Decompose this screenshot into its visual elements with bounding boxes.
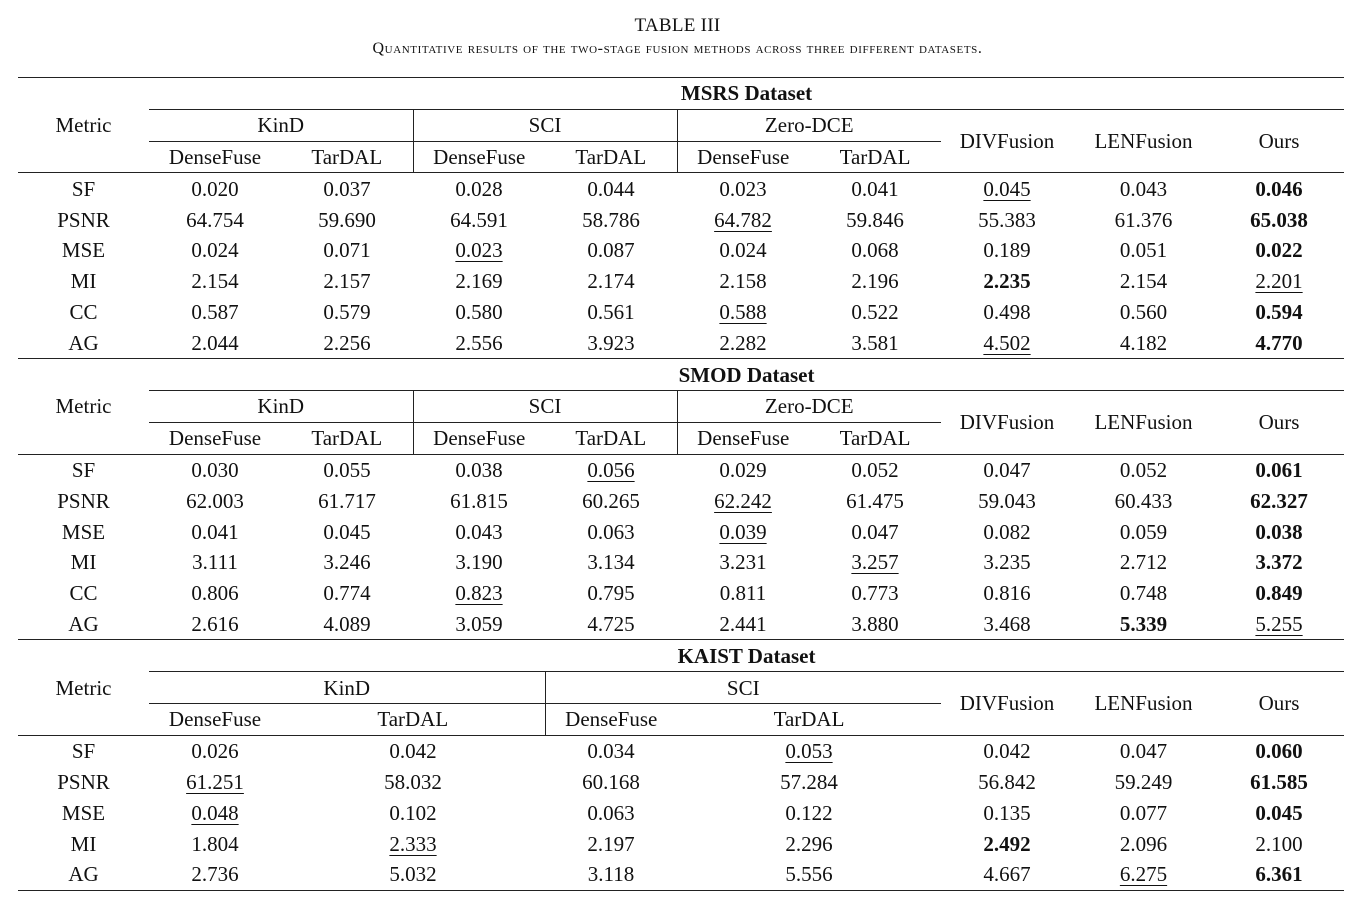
table-row xyxy=(18,327,1344,358)
group-header-zerodce: Zero-DCE xyxy=(677,109,941,141)
metric-label: CC xyxy=(69,581,98,606)
value-second-best: 0.048 xyxy=(191,800,239,825)
value-cell: 3.111 xyxy=(192,550,238,575)
value-cell: 55.383 xyxy=(978,207,1036,232)
value-cell: 0.052 xyxy=(1073,454,1214,485)
value-cell: 2.616 xyxy=(191,611,239,636)
value-cell: 3.059 xyxy=(455,611,503,636)
value-cell: 0.816 xyxy=(983,581,1031,606)
table-row xyxy=(18,235,1344,266)
value-cell: 56.842 xyxy=(978,769,1036,794)
value-cell: 0.024 xyxy=(191,238,239,263)
value-best: 2.235 xyxy=(983,269,1031,294)
table-title-block xyxy=(0,14,1355,60)
metric-label: MSE xyxy=(61,519,106,544)
value-cell: 0.042 xyxy=(281,735,545,766)
value-cell: 2.256 xyxy=(323,330,371,355)
value-cell: 0.806 xyxy=(191,581,239,606)
value-cell: 64.754 xyxy=(186,207,244,232)
value-second-best: 6.275 xyxy=(1119,862,1168,887)
value-second-best: 4.502 xyxy=(983,330,1031,355)
value-second-best: 2.201 xyxy=(1255,269,1303,294)
value-cell: 0.052 xyxy=(809,454,941,485)
value-cell: 3.118 xyxy=(545,859,677,890)
metric-header: Metric xyxy=(18,78,149,173)
value-second-best: 0.053 xyxy=(785,739,833,764)
value-cell: 0.041 xyxy=(191,519,239,544)
value-cell: 0.498 xyxy=(983,299,1031,324)
value-cell: 0.068 xyxy=(851,238,899,263)
table-row xyxy=(18,266,1344,297)
value-cell: 0.580 xyxy=(455,299,503,324)
value-cell xyxy=(941,327,1073,358)
dataset-row xyxy=(18,78,1344,110)
value-cell: 60.265 xyxy=(582,488,640,513)
results-table xyxy=(18,77,1344,891)
group-header-sci: SCI xyxy=(545,672,941,704)
method-header-ours: Ours xyxy=(1214,672,1344,736)
value-cell: 0.063 xyxy=(587,519,635,544)
dataset-row xyxy=(18,359,1344,391)
dataset-name: MSRS Dataset xyxy=(149,78,1344,110)
value-cell: 0.047 xyxy=(1073,735,1214,766)
value-cell: 0.026 xyxy=(149,735,281,766)
value-cell: 3.231 xyxy=(719,550,767,575)
value-cell: 3.235 xyxy=(983,550,1031,575)
value-best: 4.770 xyxy=(1255,330,1303,355)
table-row xyxy=(18,609,1344,640)
metric-label: PSNR xyxy=(57,488,110,513)
value-cell: 0.522 xyxy=(851,299,899,324)
method-header-tardal: TarDAL xyxy=(773,707,845,732)
value-cell: 64.591 xyxy=(450,207,508,232)
value-cell: 2.157 xyxy=(323,269,371,294)
value-cell: 0.020 xyxy=(149,173,281,204)
value-cell xyxy=(677,485,809,516)
metric-label: AG xyxy=(68,330,99,355)
value-cell: 0.038 xyxy=(413,454,545,485)
table-row xyxy=(18,859,1344,890)
value-cell: 0.071 xyxy=(323,238,371,263)
method-header-densefuse: DenseFuse xyxy=(545,703,677,735)
metric-label: MSE xyxy=(61,238,106,263)
metric-label: PSNR xyxy=(57,207,110,232)
value-cell: 0.043 xyxy=(1073,173,1214,204)
value-second-best: 0.039 xyxy=(719,519,767,544)
metric-label: AG xyxy=(68,611,99,636)
value-cell: 59.846 xyxy=(846,207,904,232)
metric-label: SF xyxy=(18,454,149,485)
table-row xyxy=(18,454,1344,485)
value-cell: 2.158 xyxy=(719,269,767,294)
table-row xyxy=(18,516,1344,547)
value-second-best: 0.056 xyxy=(587,457,635,482)
value-second-best: 0.588 xyxy=(719,299,767,324)
value-cell: 0.077 xyxy=(1119,800,1168,825)
value-best: 6.361 xyxy=(1214,859,1344,890)
value-second-best: 61.251 xyxy=(186,769,244,794)
table-row xyxy=(18,204,1344,235)
group-header-zerodce: Zero-DCE xyxy=(677,390,941,422)
method-header-densefuse: DenseFuse xyxy=(413,141,545,173)
table-row xyxy=(18,767,1344,798)
table-row xyxy=(18,797,1344,828)
method-header-tardal: TarDAL xyxy=(311,144,383,169)
value-cell: 2.296 xyxy=(785,831,833,856)
value-cell: 0.024 xyxy=(719,238,767,263)
value-cell: 2.282 xyxy=(719,330,767,355)
metric-label: MI xyxy=(70,550,97,575)
value-second-best: 0.023 xyxy=(455,238,503,263)
value-cell: 0.029 xyxy=(677,454,809,485)
value-cell xyxy=(413,235,545,266)
method-header-densefuse: DenseFuse xyxy=(168,426,262,451)
value-cell: 2.174 xyxy=(587,269,635,294)
value-cell: 0.561 xyxy=(587,299,635,324)
method-header-tardal: TarDAL xyxy=(839,426,911,451)
value-cell: 62.003 xyxy=(186,488,244,513)
metric-label: MI xyxy=(70,269,97,294)
value-cell: 0.773 xyxy=(851,581,899,606)
value-cell: 59.690 xyxy=(318,207,376,232)
value-cell: 3.923 xyxy=(587,330,635,355)
value-cell: 2.196 xyxy=(851,269,899,294)
value-cell: 0.748 xyxy=(1119,581,1168,606)
value-cell xyxy=(545,454,677,485)
value-best: 62.327 xyxy=(1250,488,1308,513)
value-best: 0.849 xyxy=(1255,581,1303,606)
value-best: 0.022 xyxy=(1255,238,1303,263)
value-cell: 0.087 xyxy=(587,238,635,263)
value-cell: 0.028 xyxy=(413,173,545,204)
value-cell xyxy=(677,516,809,547)
value-cell xyxy=(413,578,545,609)
value-cell: 2.197 xyxy=(587,831,635,856)
value-best: 0.060 xyxy=(1214,735,1344,766)
value-cell: 0.063 xyxy=(587,800,635,825)
value-cell: 0.579 xyxy=(323,299,371,324)
table-title: TABLE III xyxy=(634,15,721,36)
value-best: 0.594 xyxy=(1255,299,1303,324)
metric-label: SF xyxy=(18,735,149,766)
group-header-row xyxy=(18,390,1344,422)
group-header-sci: SCI xyxy=(413,390,677,422)
value-second-best: 64.782 xyxy=(714,207,772,232)
method-header-densefuse: DenseFuse xyxy=(413,422,545,454)
method-header-tardal: TarDAL xyxy=(575,426,647,451)
method-header-tardal: TarDAL xyxy=(377,707,449,732)
value-cell: 60.168 xyxy=(582,769,640,794)
value-best: 0.046 xyxy=(1214,173,1344,204)
value-cell: 2.154 xyxy=(191,269,239,294)
value-cell: 59.249 xyxy=(1114,769,1173,794)
value-cell: 0.189 xyxy=(983,238,1031,263)
method-header-tardal: TarDAL xyxy=(311,426,383,451)
value-best: 0.038 xyxy=(1255,519,1303,544)
value-cell: 0.059 xyxy=(1119,519,1168,544)
value-best: 65.038 xyxy=(1250,207,1308,232)
value-cell xyxy=(677,297,809,328)
table-row xyxy=(18,173,1344,204)
value-cell: 2.096 xyxy=(1119,831,1168,856)
value-cell: 0.587 xyxy=(191,299,239,324)
table-row xyxy=(18,485,1344,516)
method-header-lenfusion: LENFusion xyxy=(1073,672,1214,736)
value-cell xyxy=(1214,609,1344,640)
value-cell: 61.475 xyxy=(846,488,904,513)
value-second-best: 3.257 xyxy=(851,550,899,575)
value-cell xyxy=(809,547,941,578)
value-cell: 58.032 xyxy=(384,769,442,794)
method-header-divfusion: DIVFusion xyxy=(941,672,1073,736)
value-cell: 0.560 xyxy=(1119,299,1168,324)
value-cell: 3.190 xyxy=(455,550,503,575)
value-cell: 4.725 xyxy=(587,611,635,636)
dataset-name: SMOD Dataset xyxy=(149,359,1344,391)
metric-label: CC xyxy=(69,299,98,324)
metric-header: Metric xyxy=(18,640,149,735)
value-cell: 0.044 xyxy=(545,173,677,204)
method-header-densefuse: DenseFuse xyxy=(168,707,262,732)
value-cell: 4.667 xyxy=(941,859,1073,890)
value-cell xyxy=(149,767,281,798)
value-cell: 2.044 xyxy=(191,330,239,355)
value-cell: 0.043 xyxy=(455,519,503,544)
dataset-name: KAIST Dataset xyxy=(149,640,1344,672)
value-second-best: 0.823 xyxy=(455,581,503,606)
value-cell: 0.047 xyxy=(941,454,1073,485)
value-cell: 0.102 xyxy=(389,800,437,825)
table-row xyxy=(18,735,1344,766)
value-best: 0.045 xyxy=(1255,800,1303,825)
group-header-kind: KinD xyxy=(149,109,413,141)
value-best: 0.061 xyxy=(1214,454,1344,485)
value-cell: 0.811 xyxy=(719,581,767,606)
method-header-lenfusion: LENFusion xyxy=(1073,109,1214,173)
method-header-ours: Ours xyxy=(1214,109,1344,173)
value-cell: 0.795 xyxy=(587,581,635,606)
value-cell: 0.051 xyxy=(1119,238,1168,263)
table-row xyxy=(18,547,1344,578)
value-best: 3.372 xyxy=(1255,550,1303,575)
value-cell: 61.717 xyxy=(318,488,376,513)
value-cell: 2.169 xyxy=(455,269,503,294)
value-cell xyxy=(1214,266,1344,297)
metric-label: SF xyxy=(18,173,149,204)
method-header-densefuse: DenseFuse xyxy=(677,141,809,173)
method-header-ours: Ours xyxy=(1214,390,1344,454)
value-cell: 61.815 xyxy=(450,488,508,513)
value-cell xyxy=(677,735,941,766)
value-cell: 0.041 xyxy=(809,173,941,204)
value-best: 2.492 xyxy=(983,831,1031,856)
value-cell xyxy=(941,173,1073,204)
group-header-row xyxy=(18,109,1344,141)
table-caption: Quantitative results of the two-stage fusion methods across three different datasets. xyxy=(372,40,983,57)
value-cell: 3.468 xyxy=(983,611,1031,636)
value-cell: 4.089 xyxy=(323,611,371,636)
value-second-best: 62.242 xyxy=(714,488,772,513)
value-second-best: 5.255 xyxy=(1255,611,1303,636)
value-cell: 3.880 xyxy=(851,611,899,636)
value-cell: 0.023 xyxy=(677,173,809,204)
value-cell: 0.082 xyxy=(983,519,1031,544)
method-header-densefuse: DenseFuse xyxy=(677,422,809,454)
value-cell: 1.804 xyxy=(191,831,239,856)
metric-label: AG xyxy=(18,859,149,890)
value-cell: 0.037 xyxy=(281,173,413,204)
value-cell xyxy=(677,204,809,235)
value-cell: 61.376 xyxy=(1114,207,1173,232)
metric-label: MSE xyxy=(61,800,106,825)
metric-header: Metric xyxy=(18,359,149,454)
value-cell xyxy=(1073,859,1214,890)
value-cell: 59.043 xyxy=(978,488,1036,513)
value-cell: 3.246 xyxy=(323,550,371,575)
value-best: 61.585 xyxy=(1250,769,1308,794)
method-header-divfusion: DIVFusion xyxy=(941,390,1073,454)
value-second-best: 2.333 xyxy=(389,831,437,856)
value-cell: 3.581 xyxy=(851,330,899,355)
value-cell: 58.786 xyxy=(582,207,640,232)
value-cell xyxy=(149,797,281,828)
method-header-tardal: TarDAL xyxy=(839,144,911,169)
value-cell: 0.045 xyxy=(323,519,371,544)
value-cell: 2.154 xyxy=(1119,269,1168,294)
table-row xyxy=(18,578,1344,609)
value-cell: 2.736 xyxy=(149,859,281,890)
method-header-lenfusion: LENFusion xyxy=(1073,390,1214,454)
value-cell: 2.441 xyxy=(719,611,767,636)
dataset-row xyxy=(18,640,1344,672)
method-header-densefuse: DenseFuse xyxy=(168,144,262,169)
value-cell: 0.047 xyxy=(851,519,899,544)
value-best: 5.339 xyxy=(1119,611,1168,636)
group-header-kind: KinD xyxy=(149,672,545,704)
value-cell: 0.042 xyxy=(941,735,1073,766)
value-cell xyxy=(281,828,545,859)
value-cell: 57.284 xyxy=(780,769,838,794)
value-cell: 2.100 xyxy=(1255,831,1303,856)
value-cell: 0.055 xyxy=(281,454,413,485)
value-second-best: 0.045 xyxy=(983,176,1031,201)
value-cell: 2.556 xyxy=(455,330,503,355)
method-header-divfusion: DIVFusion xyxy=(941,109,1073,173)
value-cell: 0.030 xyxy=(149,454,281,485)
value-cell: 0.774 xyxy=(323,581,371,606)
value-cell: 3.134 xyxy=(587,550,635,575)
value-cell: 60.433 xyxy=(1114,488,1173,513)
value-cell: 5.556 xyxy=(677,859,941,890)
group-header-row xyxy=(18,672,1344,704)
metric-label: MI xyxy=(70,831,97,856)
metric-label: PSNR xyxy=(57,769,110,794)
value-cell: 4.182 xyxy=(1119,330,1168,355)
method-header-tardal: TarDAL xyxy=(575,144,647,169)
value-cell: 5.032 xyxy=(281,859,545,890)
table-row xyxy=(18,828,1344,859)
value-cell: 0.034 xyxy=(545,735,677,766)
table-row xyxy=(18,297,1344,328)
value-cell: 2.712 xyxy=(1119,550,1168,575)
group-header-kind: KinD xyxy=(149,390,413,422)
value-cell: 0.135 xyxy=(983,800,1031,825)
value-cell: 0.122 xyxy=(785,800,833,825)
group-header-sci: SCI xyxy=(413,109,677,141)
